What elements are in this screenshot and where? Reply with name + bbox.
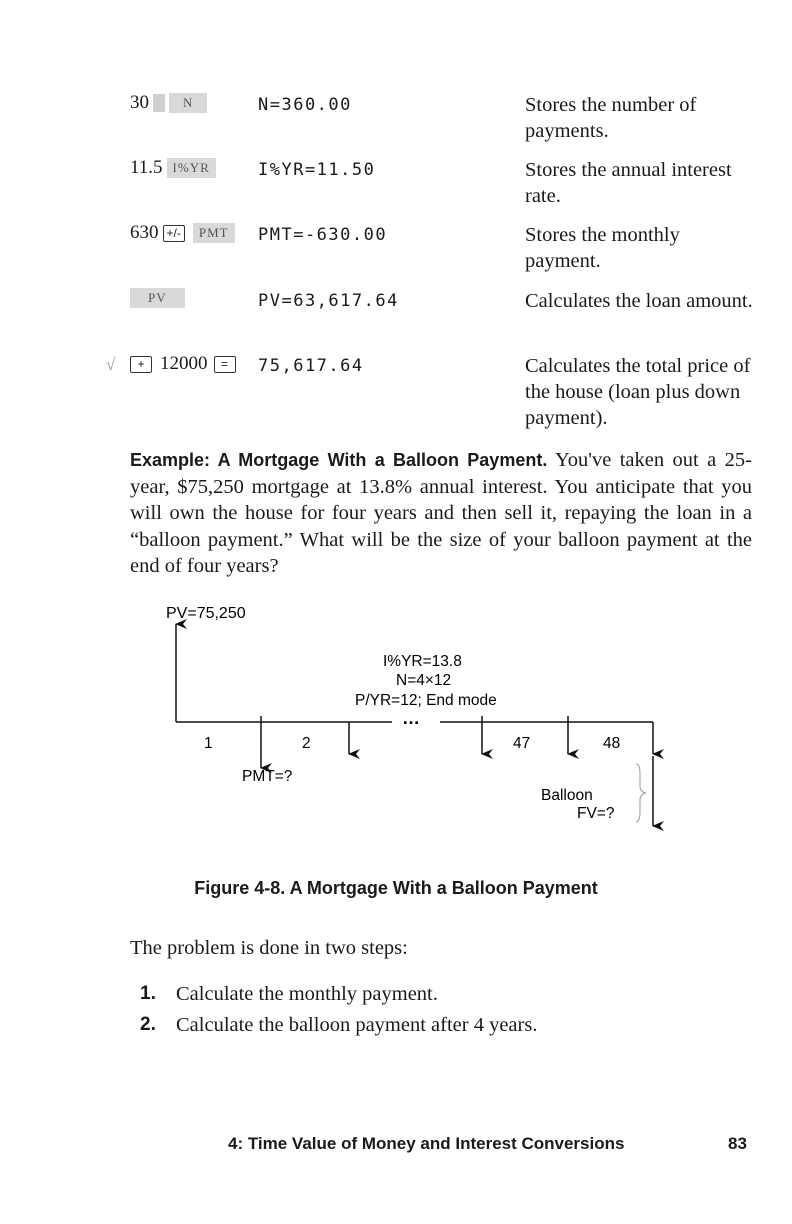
cash-flow-diagram (0, 596, 792, 836)
example-paragraph (130, 447, 752, 580)
key-value: 630 (130, 222, 159, 243)
balloon-brace (636, 764, 646, 822)
step-text: Calculate the balloon payment after 4 years. (176, 1014, 538, 1036)
fv-label: FV=? (577, 805, 615, 822)
period-label-47: 47 (513, 735, 531, 752)
period-label-48: 48 (603, 735, 621, 752)
iyr-label: I%YR=13.8 (383, 653, 462, 670)
equals-key: = (214, 356, 236, 373)
step-item (140, 1014, 537, 1037)
menu-key-pmt: PMT (193, 223, 235, 243)
menu-key-pv: PV (130, 288, 185, 308)
calculator-display: I%YR=11.50 (258, 160, 376, 180)
keystroke-keys (130, 157, 216, 179)
key-value: 11.5 (130, 157, 163, 178)
calculator-display: N=360.00 (258, 95, 352, 115)
key-value: 12000 (160, 353, 208, 374)
calculator-display: 75,617.64 (258, 356, 364, 376)
keystroke-description: Stores the annual interest rate. (525, 159, 732, 207)
menu-key-iyr: I%YR (167, 158, 216, 178)
keystroke-description: Calculates the loan amount. (525, 290, 753, 312)
checkmark-icon: √ (106, 355, 116, 374)
running-footer: 4: Time Value of Money and Interest Conversions (228, 1134, 625, 1153)
example-text: You've taken out a 25-year, $75,250 mortgage at 13.8% annual interest. You anticipate that you will own the house for four years and then sell it, repaying the loan in a “balloon payment.” What will be the size of your balloon payment at the end of four years? (130, 449, 753, 577)
pv-label: PV=75,250 (166, 605, 246, 622)
step-number: 1. (140, 983, 156, 1004)
plus-key: + (130, 356, 152, 373)
step-number: 2. (140, 1014, 156, 1035)
keystroke-keys (130, 92, 207, 114)
keystroke-description: Stores the monthly payment. (525, 224, 680, 272)
keystroke-keys (130, 222, 235, 244)
calculator-display: PMT=-630.00 (258, 225, 388, 245)
period-label-2: 2 (302, 735, 311, 752)
keystroke-keys (130, 353, 236, 375)
pmt-label: PMT=? (242, 768, 293, 785)
step-text: Calculate the monthly payment. (176, 983, 438, 1005)
step-item (140, 983, 438, 1006)
keystroke-description: Stores the number of payments. (525, 94, 697, 142)
keystroke-description: Calculates the total price of the house (loan plus down payment). (525, 355, 751, 429)
change-sign-key: +/- (163, 225, 185, 242)
page-number: 83 (728, 1134, 747, 1153)
calculator-display: PV=63,617.64 (258, 291, 399, 311)
period-label-1: 1 (204, 735, 213, 752)
keystroke-keys (130, 288, 185, 308)
figure-caption: Figure 4-8. A Mortgage With a Balloon Payment (194, 878, 598, 898)
pyr-label: P/YR=12; End mode (355, 692, 497, 709)
n-label: N=4×12 (396, 672, 452, 689)
menu-key-n: N (169, 93, 207, 113)
example-heading: Example: A Mortgage With a Balloon Payment. (130, 450, 548, 470)
balloon-label: Balloon (541, 787, 593, 804)
blank-menu-key (153, 94, 165, 112)
timeline-ellipsis: … (402, 708, 420, 728)
steps-intro: The problem is done in two steps: (130, 937, 408, 959)
key-value: 30 (130, 92, 149, 113)
